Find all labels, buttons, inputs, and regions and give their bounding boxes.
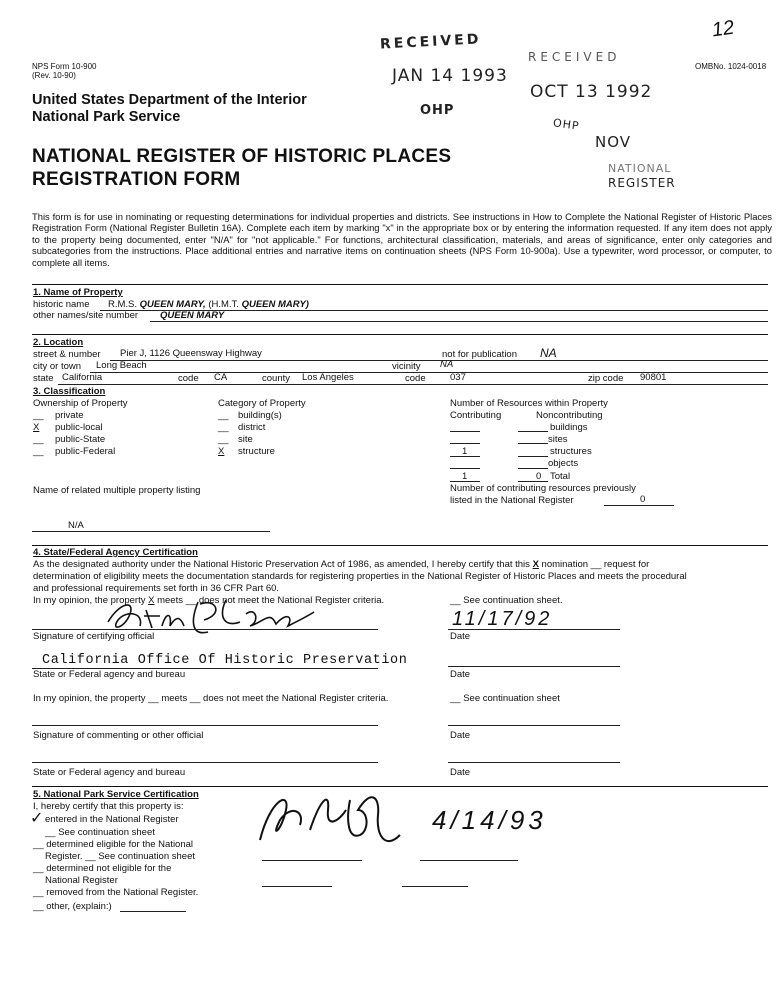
ohp-stamp-2: OHP [552,116,581,133]
historic-name-prefix: R.M.S. [108,299,138,310]
noncontrib-line [518,443,548,444]
received-date-1: JAN 14 1993 [392,66,508,86]
zip-label: zip code [588,373,624,384]
opinion-line-2: In my opinion, the property __ meets __ does not meet the National Register criteria. [33,693,389,704]
nps-cert-intro: I, hereby certify that this property is: [33,801,184,812]
contrib-line [450,481,480,482]
contrib-line [450,468,480,469]
county-code-label: code [405,373,426,384]
ownership-public-local [33,422,103,433]
page-title: NATIONAL REGISTER OF HISTORIC PLACES [32,146,452,167]
nps-item: __ determined not eligible for the [33,863,172,874]
nps-signature-line-2 [262,886,332,887]
ownership-label: private [55,410,84,421]
see-continuation-2: __ See continuation sheet [450,693,560,704]
explain-line [120,911,186,912]
divider [32,334,768,335]
resource-label: sites [548,434,568,445]
ownership-mark: __ [33,446,44,457]
nps-item: entered in the National Register [45,814,179,825]
related-listing-value: N/A [68,520,84,531]
nps-date-line-2 [402,886,468,887]
other-names-line [150,321,768,322]
signature-label: Signature of certifying official [33,631,155,642]
category-label: district [238,422,266,433]
nps-date-value: 4/14/93 [432,805,547,835]
section-4-heading: 4. State/Federal Agency Certification [33,547,198,558]
keeper-signature [250,780,420,860]
date-line [448,725,620,726]
nps-item: Register. __ See continuation sheet [45,851,195,862]
not-for-publication-label: not for publication [442,349,517,360]
section-3-heading: 3. Classification [33,386,106,397]
category-label: building(s) [238,410,282,421]
nps-date-line [420,860,518,861]
ownership-mark: __ [33,410,44,421]
date-label: Date [450,730,471,741]
divider [32,545,768,546]
agency-line-2 [32,762,378,763]
contrib-value: 1 [462,446,468,457]
historic-name-ship: QUEEN MARY, [139,299,206,310]
historic-name-alt-prefix: (H.M.T. [208,299,239,310]
other-names-label: other names/site number [33,310,139,321]
category-mark: __ [218,410,229,421]
state-label: state [33,373,54,384]
nps-item: __ See continuation sheet [45,827,155,838]
omb-number: OMBNo. 1024-0018 [695,62,767,71]
contributing-prev-line [604,505,674,506]
ownership-label: public-State [55,434,106,445]
checkmark-icon: ✓ [30,810,44,827]
instructions-paragraph: This form is for use in nominating or requesting determinations for individual properties and districts. See instructions in How to Complete the National Register of Historic Places Registration Form (National Register Bulletin 16A). Complete each item by marking "x" in the appropriate box or by entering the information requested. If any item does not apply to the property being documented, enter "N/A" for "not applicable." For functions, architectural classification, materials, and areas of significance, enter only categories and subcategories from the instructions. Place additional entries and narrative items on continuation sheets (NPS Form 10-900a). Use a typewriter, word processor, or computer, to complete all items. [32,211,772,268]
resource-label: Total [550,471,571,482]
register-stamp: REGISTER [608,176,676,190]
contributing-prev-value: 0 [640,494,646,505]
category-heading: Category of Property [218,398,306,409]
ownership-public-state [33,434,105,445]
section-5-heading: 5. National Park Service Certification [33,789,199,800]
related-listing-label: Name of related multiple property listing [33,485,201,496]
ownership-label: public-Federal [55,446,116,457]
opinion-mark: X [148,595,155,606]
nps-item: __ removed from the National Register. [33,887,199,898]
opinion-text: In my opinion, the property [33,595,146,606]
nps-item: __ determined eligible for the National [33,839,194,850]
cert-para-line-1 [33,559,649,570]
category-mark: __ [218,434,229,445]
county-code-value: 037 [450,372,466,383]
see-continuation: __ See continuation sheet. [450,595,563,606]
form-id: NPS Form 10-900 [32,62,97,71]
contrib-total-value: 1 [462,471,468,482]
agency-line-2: National Park Service [32,109,181,125]
contributing-label: Contributing [450,410,502,421]
date-label: Date [450,631,471,642]
date-label: Date [450,669,471,680]
vicinity-label: vicinity [392,361,421,372]
contrib-line [450,431,480,432]
not-for-publication-value: NA [540,346,557,360]
cert-date-value: 11/17/92 [452,608,553,630]
opinion-text: meets __ does not meet the National Register criteria. [157,595,385,606]
city-value: Long Beach [96,360,147,371]
county-value: Los Angeles [302,372,354,383]
form-rev: (Rev. 10-90) [32,71,76,80]
national-stamp: NATIONAL [608,162,672,175]
ownership-public-federal [33,446,115,457]
contrib-line [450,456,480,457]
nps-signature-line [262,860,362,861]
cert-para-line-3: and professional requirements set forth in 36 CFR Part 60. [33,583,280,594]
section-2-heading: 2. Location [33,337,84,348]
street-value: Pier J, 1126 Queensway Highway [120,348,262,359]
page-subtitle: REGISTRATION FORM [32,169,241,190]
cert-para-text: As the designated authority under the National Historic Preservation Act of 1986, as amended, I hereby certify that this [33,559,530,570]
noncontrib-line [518,468,548,469]
category-buildings [218,410,282,421]
noncontrib-line [518,481,548,482]
date-line [448,762,620,763]
street-label: street & number [33,349,101,360]
agency-label-2: State or Federal agency and bureau [33,767,186,778]
comment-signature-label: Signature of commenting or other official [33,730,204,741]
historic-name-label: historic name [33,299,90,310]
zip-value: 90801 [640,372,667,383]
historic-name-value [108,299,309,310]
historic-name-alt: QUEEN MARY) [241,299,309,310]
agency-line-1: United States Department of the Interior [32,92,307,108]
contributing-prev-line-2: listed in the National Register [450,495,574,506]
cert-para-text: nomination __ request for [541,559,650,570]
category-district [218,422,265,433]
noncontrib-total-value: 0 [536,471,542,482]
state-code-label: code [178,373,199,384]
city-label: city or town [33,361,82,372]
state-code-value: CA [214,372,228,383]
nps-item: National Register [45,875,118,886]
received-stamp-1: RECEIVED [379,31,482,53]
resources-heading: Number of Resources within Property [450,398,608,409]
section-1-heading: 1. Name of Property [33,287,123,298]
date-label: Date [450,767,471,778]
date-line [448,629,620,630]
vicinity-value: NA [440,359,454,370]
ownership-mark: X [33,422,40,433]
category-label: structure [238,446,275,457]
received-date-3: NOV [595,133,632,151]
noncontributing-label: Noncontributing [536,410,603,421]
ownership-private [33,410,84,421]
category-site [218,434,253,445]
cert-nomination-mark: X [532,559,539,570]
ownership-label: public-local [55,422,103,433]
cert-para-line-2: determination of eligibility meets the documentation standards for registering properties in the National Register of Historic Places and meets the procedural [33,571,687,582]
received-stamp-2: RECEIVED [528,50,621,64]
state-line [58,384,768,385]
street-line [110,360,768,361]
comment-signature-line [32,725,378,726]
category-mark: X [218,446,225,457]
resource-label: structures [550,446,592,457]
noncontrib-line [518,431,548,432]
ohp-stamp-1: OHP [420,103,455,118]
agency-label: State or Federal agency and bureau [33,669,186,680]
state-value: California [62,372,103,383]
corner-mark: 12 [710,16,736,42]
category-structure [218,446,275,457]
related-listing-line [32,531,270,532]
category-mark: __ [218,422,229,433]
category-label: site [238,434,253,445]
noncontrib-line [518,456,548,457]
received-date-2: OCT 13 1992 [530,82,653,102]
date-line [448,666,620,667]
contributing-prev-line-1: Number of contributing resources previously [450,483,636,494]
contrib-line [450,443,480,444]
ownership-heading: Ownership of Property [33,398,128,409]
other-names-value: QUEEN MARY [160,310,225,321]
signature-line [32,629,378,630]
agency-value: California Office Of Historic Preservation [42,653,408,668]
divider [32,284,768,285]
resource-label: objects [548,458,579,469]
county-label: county [262,373,290,384]
nps-item: __ other, (explain:) [33,901,112,912]
resource-label: buildings [550,422,588,433]
ownership-mark: __ [33,434,44,445]
